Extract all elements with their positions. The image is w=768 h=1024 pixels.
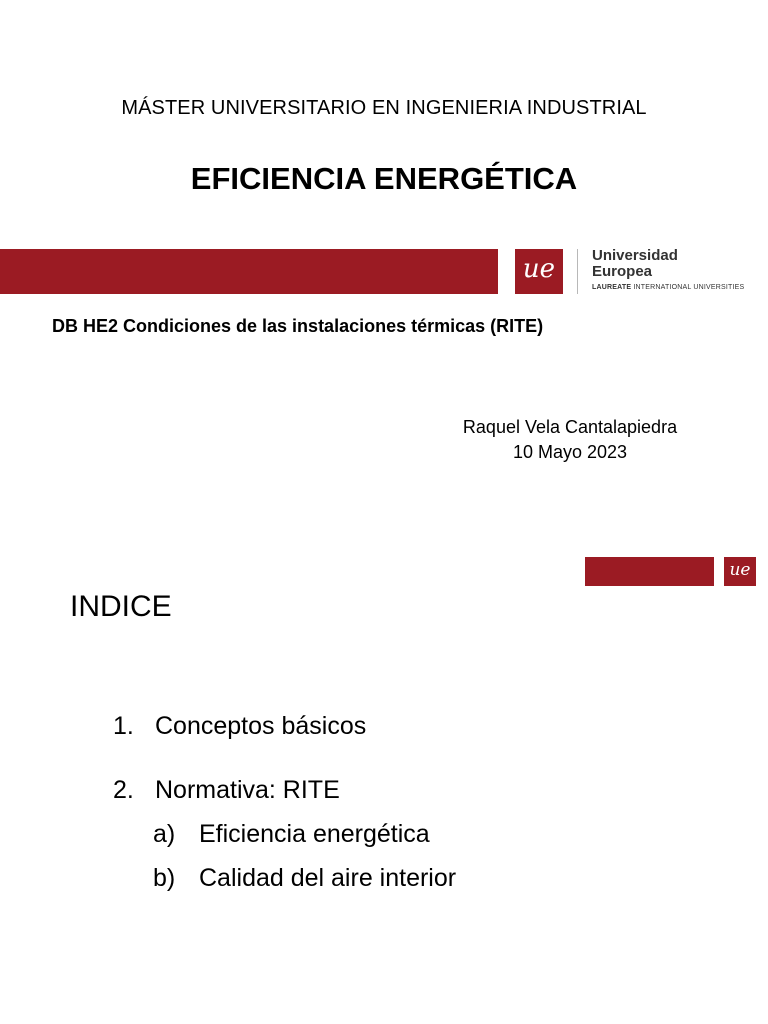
author-block	[440, 415, 700, 465]
presentation-date: 10 Mayo 2023	[512, 442, 628, 462]
list-item	[153, 864, 456, 893]
brand-band	[0, 249, 498, 294]
laureate-tagline	[592, 284, 744, 291]
laureate-bold: LAUREATE	[592, 284, 632, 291]
index-title: INDICE	[70, 590, 172, 623]
university-name-line1: Universidad	[592, 247, 678, 264]
logo-divider	[577, 249, 578, 294]
list-item-label: Normativa: RITE	[155, 776, 340, 804]
list-item-number: 1.	[113, 712, 134, 740]
university-name-line2: Europea	[592, 263, 653, 280]
course-title: EFICIENCIA ENERGÉTICA	[190, 161, 578, 196]
list-item	[113, 712, 366, 741]
list-item	[153, 820, 430, 849]
list-item	[113, 776, 340, 805]
laureate-rest: INTERNATIONAL UNIVERSITIES	[631, 284, 745, 291]
list-item-number: a)	[153, 820, 176, 848]
list-item-label: Eficiencia energética	[199, 820, 430, 848]
university-name	[592, 248, 762, 280]
list-item-label: Conceptos básicos	[155, 712, 367, 740]
index-slide	[0, 548, 768, 1024]
list-item-label: Calidad del aire interior	[199, 864, 457, 892]
ue-logo-small-icon: ue	[724, 557, 756, 586]
ue-logo-icon: ue	[515, 249, 563, 294]
brand-band-small	[585, 557, 714, 586]
list-item-number: 2.	[113, 776, 134, 804]
author-name: Raquel Vela Cantalapiedra	[462, 417, 678, 437]
presentation-subtitle: DB HE2 Condiciones de las instalaciones térmicas (RITE)	[52, 316, 544, 336]
program-title: MÁSTER UNIVERSITARIO EN INGENIERIA INDUSTRIAL	[121, 97, 647, 119]
list-item-number: b)	[153, 864, 176, 892]
